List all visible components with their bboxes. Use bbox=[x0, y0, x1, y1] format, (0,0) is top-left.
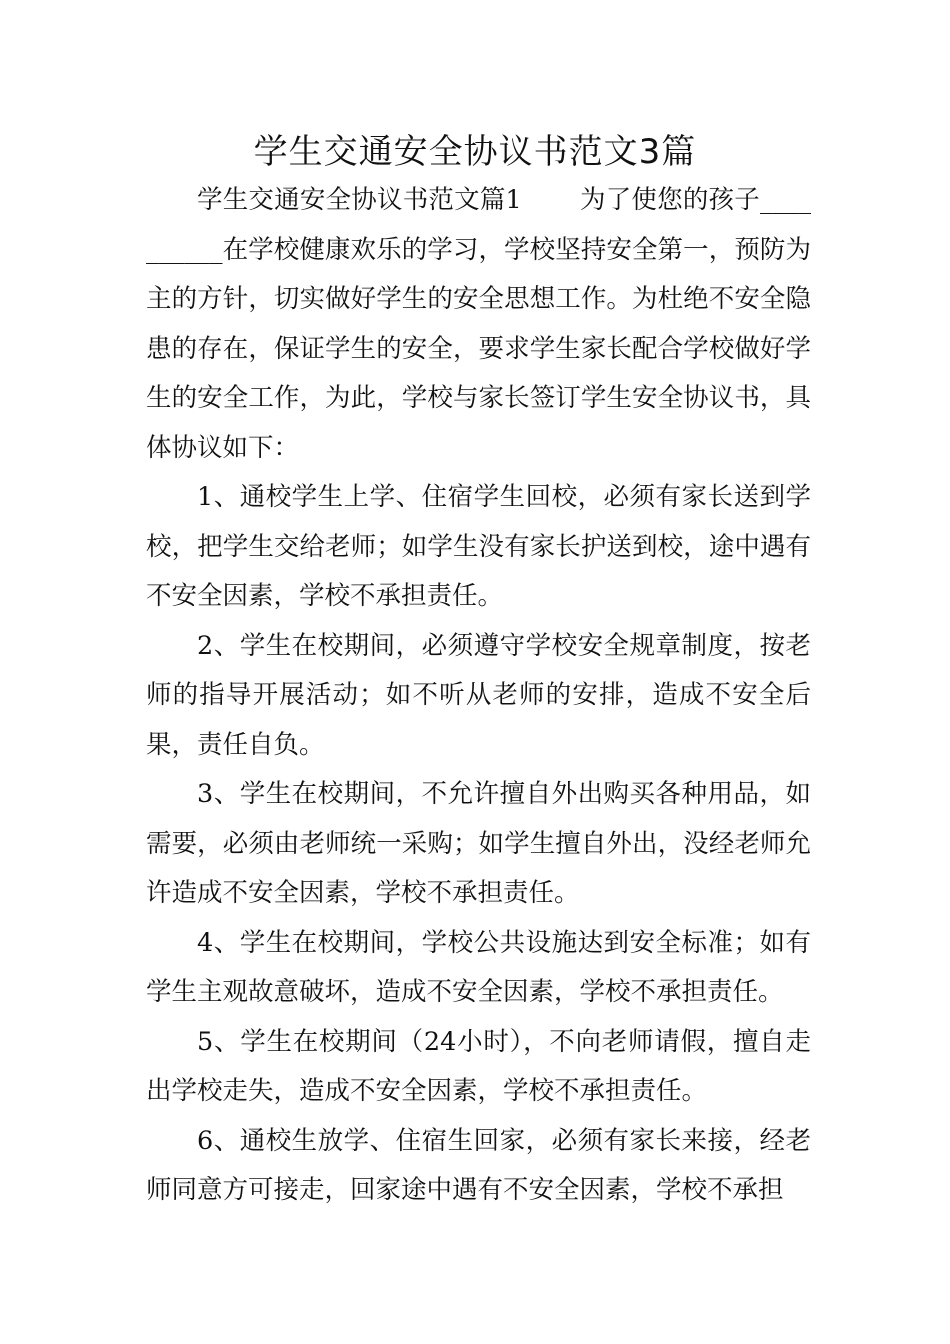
clause-paragraph: 2、学生在校期间，必须遵守学校安全规章制度，按老师的指导开展活动；如不听从老师的安排，造成不安全后果，责任自负。 bbox=[146, 630, 811, 760]
intro-heading: 学生交通安全协议书范文篇1 bbox=[197, 185, 522, 215]
clause-paragraph: 6、通校生放学、住宿生回家，必须有家长来接，经老师同意方可接走，回家途中遇有不安全因素，学校不承担 bbox=[146, 1125, 811, 1205]
clause-paragraph: 4、学生在校期间，学校公共设施达到安全标准；如有学生主观故意破坏，造成不安全因素，学校不承担责任。 bbox=[146, 927, 811, 1007]
intro-paragraph bbox=[146, 176, 811, 473]
document-body bbox=[146, 176, 811, 1216]
intro-text: 为了使您的孩子__________在学校健康欢乐的学习，学校坚持安全第一，预防为主的方针，切实做好学生的安全思想工作。为杜绝不安全隐患的存在，保证学生的安全，要求学生家长配合学校做好学生的安全工作，为此，学校与家长签订学生安全协议书，具体协议如下： bbox=[146, 185, 811, 463]
document-title: 学生交通安全协议书范文3篇 bbox=[253, 132, 697, 172]
clause-paragraph: 5、学生在校期间（24小时），不向老师请假，擅自走出学校走失，造成不安全因素，学校不承担责任。 bbox=[146, 1026, 811, 1106]
clause-paragraph: 1、通校学生上学、住宿学生回校，必须有家长送到学校，把学生交给老师；如学生没有家长护送到校，途中遇有不安全因素，学校不承担责任。 bbox=[146, 482, 811, 611]
clause-paragraph: 3、学生在校期间，不允许擅自外出购买各种用品，如需要，必须由老师统一采购；如学生擅自外出，没经老师允许造成不安全因素，学校不承担责任。 bbox=[146, 779, 811, 908]
